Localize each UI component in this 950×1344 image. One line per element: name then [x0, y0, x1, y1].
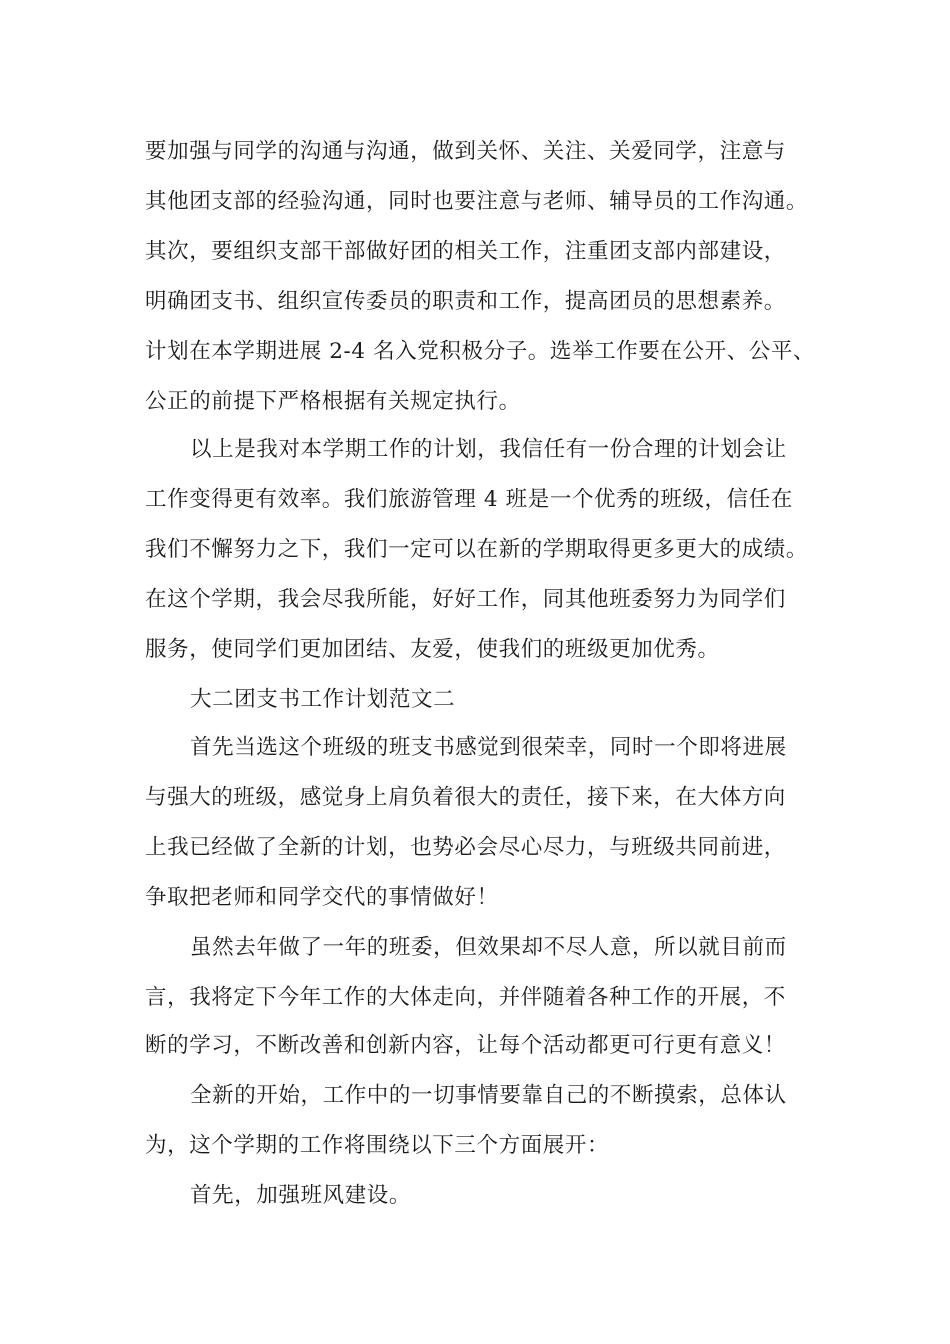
paragraph-line: 在这个学期，我会尽我所能，好好工作，同其他班委努力为同学们	[145, 587, 786, 612]
paragraph-line: 工作变得更有效率。我们旅游管理 4 班是一个优秀的班级，信任在	[145, 487, 793, 512]
paragraph-line: 要加强与同学的沟通与沟通，做到关怀、关注、关爱同学，注意与	[145, 139, 786, 164]
section-heading: 大二团支书工作计划范文二	[190, 687, 456, 712]
paragraph-line: 服务，使同学们更加团结、友爱，使我们的班级更加优秀。	[145, 637, 720, 662]
paragraph-line: 首先当选这个班级的班支书感觉到很荣幸，同时一个即将进展	[190, 735, 787, 760]
paragraph-line: 其他团支部的经验沟通，同时也要注意与老师、辅导员的工作沟通。	[145, 189, 809, 214]
paragraph-line: 首先，加强班风建设。	[190, 1183, 412, 1208]
paragraph-line: 全新的开始，工作中的一切事情要靠自己的不断摸索，总体认	[190, 1083, 787, 1108]
paragraph-line: 计划在本学期进展 2-4 名入党积极分子。选举工作要在公开、公平、	[145, 339, 816, 364]
paragraph-line: 明确团支书、组织宣传委员的职责和工作，提高团员的思想素养。	[145, 289, 786, 314]
paragraph-line: 与强大的班级，感觉身上肩负着很大的责任，接下来，在大体方向	[145, 785, 786, 810]
paragraph-line: 其次，要组织支部干部做好团的相关工作，注重团支部内部建设，	[145, 239, 786, 264]
paragraph-line: 断的学习，不断改善和创新内容，让每个活动都更可行更有意义！	[145, 1033, 786, 1058]
paragraph-line: 言，我将定下今年工作的大体走向，并伴随着各种工作的开展，不	[145, 985, 786, 1010]
paragraph-line: 争取把老师和同学交代的事情做好！	[145, 885, 499, 910]
paragraph-line: 我们不懈努力之下，我们一定可以在新的学期取得更多更大的成绩。	[145, 537, 809, 562]
paragraph-line: 以上是我对本学期工作的计划，我信任有一份合理的计划会让	[190, 437, 787, 462]
paragraph-line: 公正的前提下严格根据有关规定执行。	[145, 389, 521, 414]
paragraph-line: 虽然去年做了一年的班委，但效果却不尽人意，所以就目前而	[190, 935, 787, 960]
paragraph-line: 上我已经做了全新的计划，也势必会尽心尽力，与班级共同前进，	[145, 835, 786, 860]
paragraph-line: 为，这个学期的工作将围绕以下三个方面展开：	[145, 1133, 610, 1158]
